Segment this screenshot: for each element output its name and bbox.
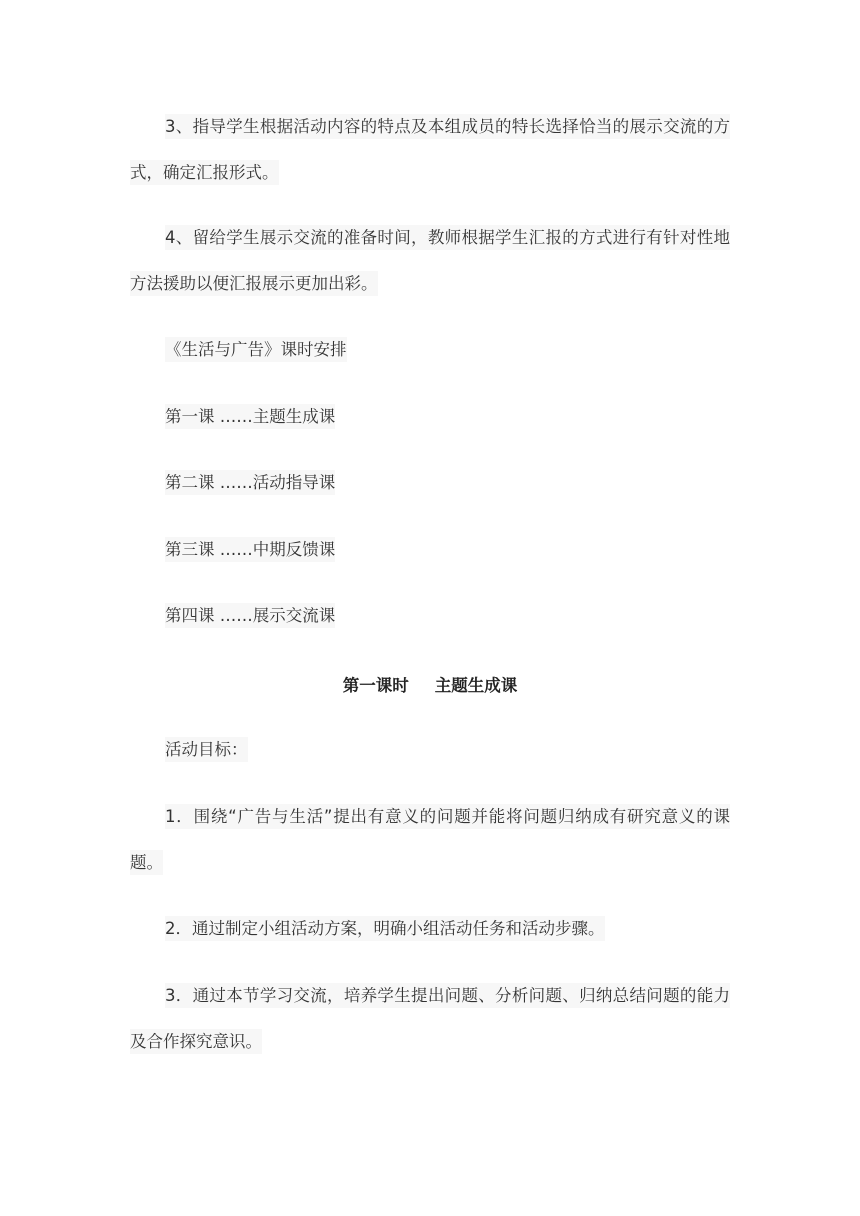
schedule-title <box>130 327 730 373</box>
lesson-item-2-text: 第二课 ……活动指导课 <box>165 470 335 495</box>
objective-item-1-text: 1．围绕“广告与生活”提出有意义的问题并能将问题归纳成有研究意义的课题。 <box>130 804 730 875</box>
objective-item-3 <box>130 973 730 1065</box>
objective-item-2-text: 2．通过制定小组活动方案，明确小组活动任务和活动步骤。 <box>165 916 605 941</box>
objectives-label-text: 活动目标： <box>165 737 248 762</box>
objectives-label <box>130 727 730 773</box>
lesson-item-3 <box>130 527 730 573</box>
lesson-item-4-text: 第四课 ……展示交流课 <box>165 603 335 628</box>
lesson-item-2 <box>130 460 730 506</box>
paragraph-step-4-text: 4、留给学生展示交流的准备时间，教师根据学生汇报的方式进行有针对性地方法援助以便汇报展示更加出彩。 <box>130 225 730 296</box>
lesson-item-3-text: 第三课 ……中期反馈课 <box>165 537 335 562</box>
objective-item-2 <box>130 906 730 952</box>
lesson-item-4 <box>130 593 730 639</box>
paragraph-step-4 <box>130 215 730 307</box>
section-heading-part2: 主题生成课 <box>434 676 518 695</box>
paragraph-step-3 <box>130 104 730 196</box>
objective-item-1 <box>130 794 730 886</box>
objective-item-3-text: 3．通过本节学习交流，培养学生提出问题、分析问题、归纳总结问题的能力及合作探究意识。 <box>130 983 730 1054</box>
section-heading-part1: 第一课时 <box>342 676 409 695</box>
paragraph-step-3-text: 3、指导学生根据活动内容的特点及本组成员的特长选择恰当的展示交流的方式，确定汇报形式。 <box>130 114 730 185</box>
lesson-item-1 <box>130 394 730 440</box>
schedule-title-text: 《生活与广告》课时安排 <box>165 337 347 362</box>
lesson-item-1-text: 第一课 ……主题生成课 <box>165 404 335 429</box>
section-heading <box>130 671 730 701</box>
